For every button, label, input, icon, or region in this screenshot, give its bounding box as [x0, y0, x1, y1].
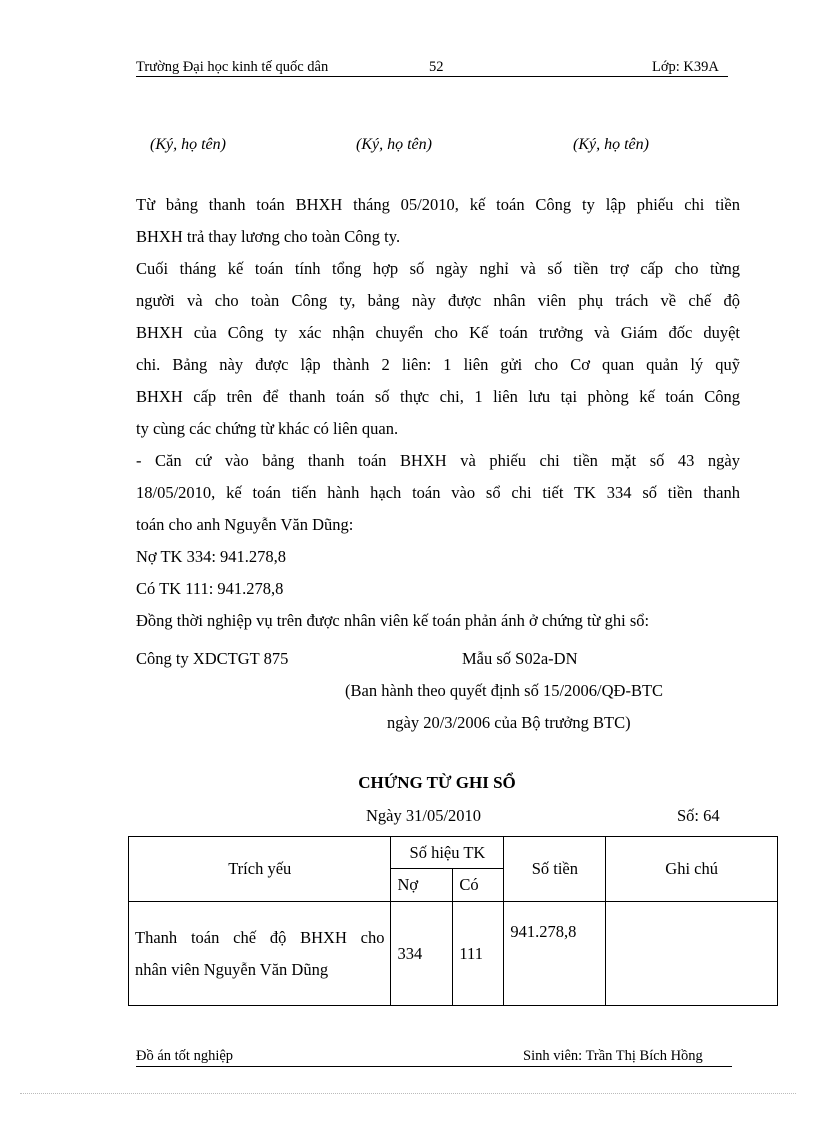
- credit-entry: Có TK 111: 941.278,8: [136, 579, 284, 598]
- row-description-line1: Thanh toán chế độ BHXH cho: [135, 927, 385, 947]
- header-class: Lớp: K39A: [652, 59, 719, 75]
- table-header-row: [129, 837, 778, 869]
- page-number: 52: [429, 59, 444, 75]
- header-rule: [136, 76, 728, 77]
- form-code: Mẫu số S02a-DN: [462, 649, 578, 668]
- row-credit: 111: [453, 902, 504, 1006]
- paragraph-3-line: toán cho anh Nguyễn Văn Dũng:: [136, 515, 354, 534]
- footer-rule: [136, 1066, 732, 1067]
- row-note: [606, 902, 778, 1006]
- signature-3: (Ký, họ tên): [573, 136, 649, 153]
- voucher-number: Số: 64: [677, 806, 720, 825]
- issued-date: ngày 20/3/2006 của Bộ trưởng BTC): [387, 713, 631, 732]
- paragraph-1-line: BHXH trả thay lương cho toàn Công ty.: [136, 227, 401, 246]
- paragraph-2-line: người và cho toàn Công ty, bảng này được nhân viên phụ trách về chế độ: [136, 291, 740, 310]
- debit-entry: Nợ TK 334: 941.278,8: [136, 547, 287, 566]
- paragraph-3: [136, 445, 740, 637]
- company-name: Công ty XDCTGT 875: [136, 649, 289, 668]
- voucher-table: [128, 836, 778, 1006]
- page-edge-dots: [20, 1093, 796, 1094]
- row-amount: 941.278,8: [504, 902, 606, 1006]
- header-account-no: Số hiệu TK: [391, 837, 504, 869]
- paragraph-2-line: ty cùng các chứng từ khác có liên quan.: [136, 419, 399, 438]
- header-debit: Nợ: [391, 869, 453, 902]
- paragraph-1: [136, 189, 740, 253]
- signature-2: (Ký, họ tên): [356, 136, 432, 153]
- simultaneous-note: Đồng thời nghiệp vụ trên được nhân viên kế toán phản ánh ở chứng từ ghi sổ:: [136, 611, 650, 630]
- paragraph-2-line: BHXH của Công ty xác nhận chuyển cho Kế toán trưởng và Giám đốc duyệt: [136, 323, 740, 342]
- header-note: Ghi chú: [606, 837, 778, 902]
- voucher-date: Ngày 31/05/2010: [366, 806, 482, 825]
- row-debit: 334: [391, 902, 453, 1006]
- row-description-line2: nhân viên Nguyễn Văn Dũng: [135, 959, 329, 979]
- paragraph-2-line: chi. Bảng này được lập thành 2 liên: 1 liên gửi cho Cơ quan quản lý quỹ: [136, 355, 740, 374]
- signature-1: (Ký, họ tên): [150, 136, 226, 153]
- paragraph-2: [136, 253, 740, 445]
- footer-right: Sinh viên: Trần Thị Bích Hồng: [523, 1048, 703, 1064]
- row-description: [129, 902, 391, 1006]
- footer-left: Đồ án tốt nghiệp: [136, 1048, 234, 1064]
- header-description: Trích yếu: [129, 837, 391, 902]
- voucher-title: CHỨNG TỪ GHI SỔ: [358, 773, 516, 792]
- issued-by: (Ban hành theo quyết định số 15/2006/QĐ-BTC: [345, 681, 664, 700]
- header-credit: Có: [453, 869, 504, 902]
- header-school: Trường Đại học kinh tế quốc dân: [136, 59, 329, 75]
- paragraph-1-line: Từ bảng thanh toán BHXH tháng 05/2010, kế toán Công ty lập phiếu chi tiền: [136, 195, 740, 214]
- paragraph-3-line: 18/05/2010, kế toán tiến hành hạch toán vào sổ chi tiết TK 334 số tiền thanh: [136, 483, 740, 502]
- header-amount: Số tiền: [504, 837, 606, 902]
- paragraph-2-line: BHXH cấp trên để thanh toán số thực chi, 1 liên lưu tại phòng kế toán Công: [136, 387, 740, 406]
- paragraph-3-line: - Căn cứ vào bảng thanh toán BHXH và phiếu chi tiền mặt số 43 ngày: [136, 451, 740, 470]
- paragraph-2-line: Cuối tháng kế toán tính tổng hợp số ngày nghỉ và số tiền trợ cấp cho từng: [136, 259, 740, 278]
- table-row: [129, 902, 778, 1006]
